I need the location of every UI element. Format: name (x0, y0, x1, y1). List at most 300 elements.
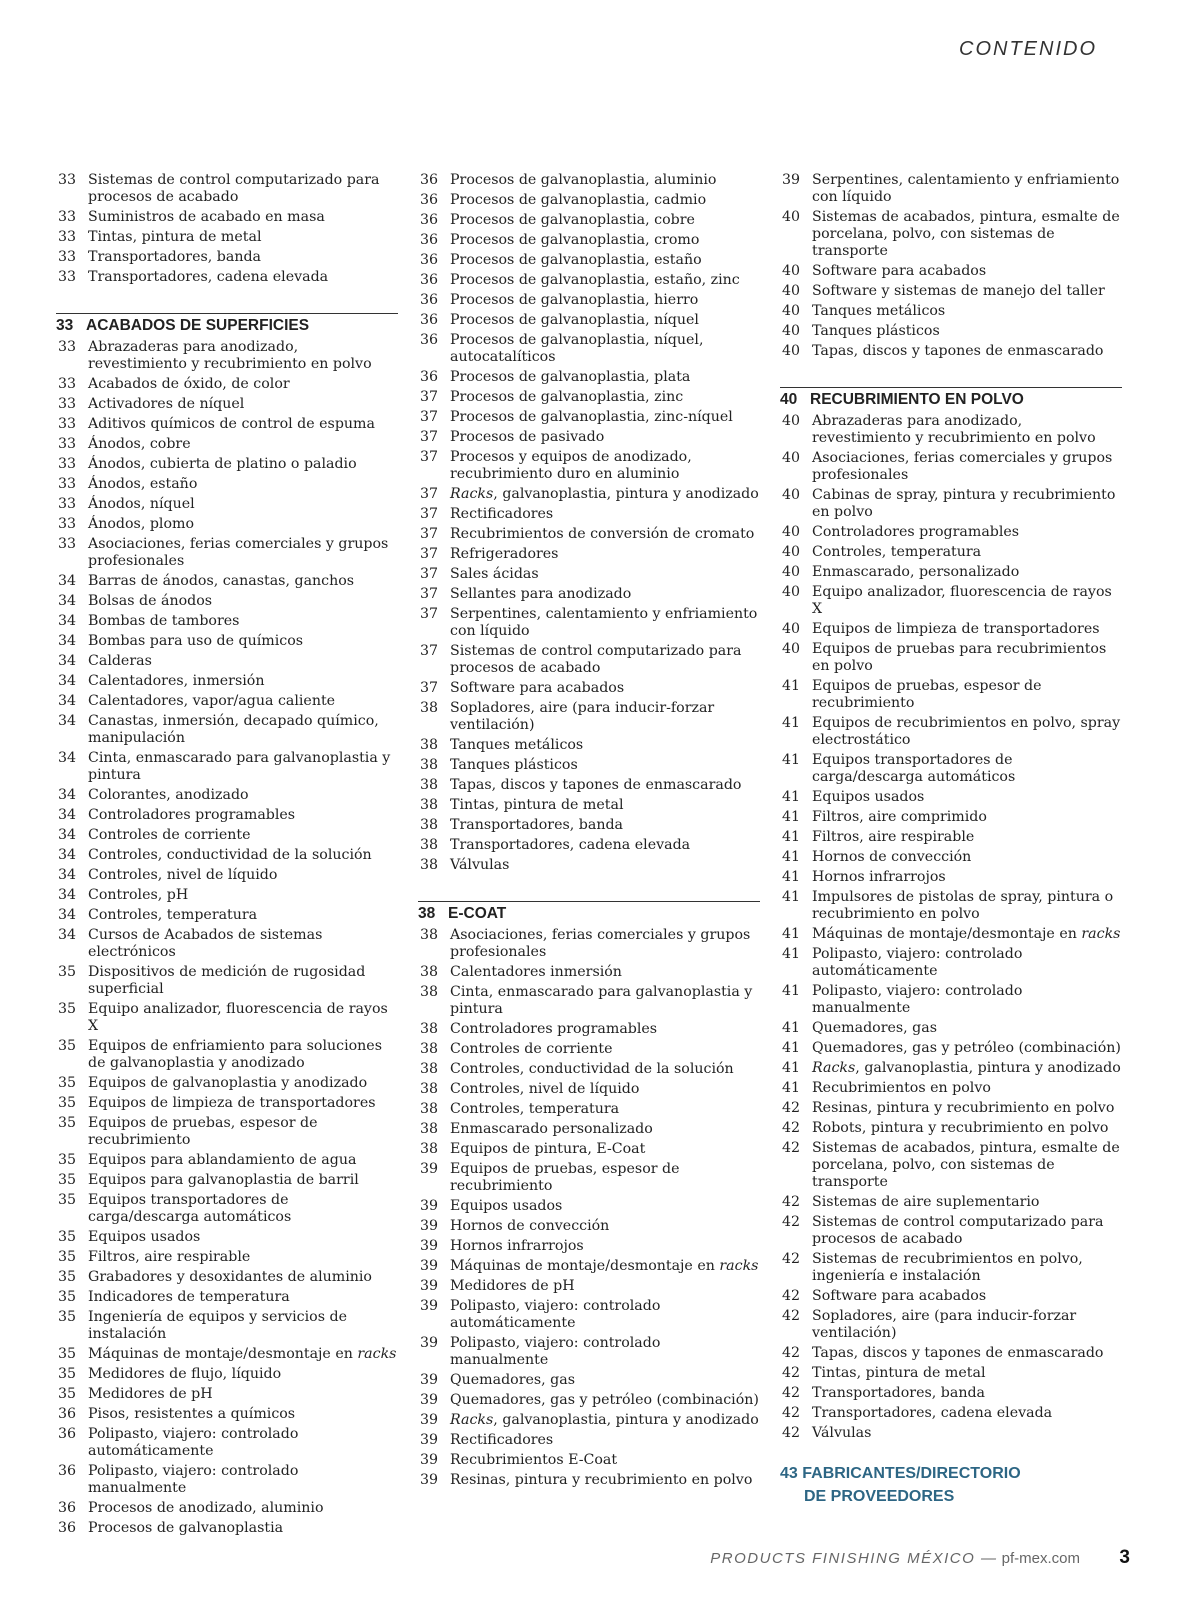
toc-entry[interactable] (782, 172, 1122, 206)
entry-title: Medidores de pH (88, 1386, 213, 1402)
toc-entry[interactable] (58, 1229, 398, 1246)
entry-page-number: 40 (782, 323, 801, 339)
toc-entry[interactable] (420, 984, 760, 1018)
entry-title: Filtros, aire respirable (812, 829, 975, 845)
toc-entry[interactable] (420, 1452, 760, 1469)
toc-entry[interactable] (420, 1101, 760, 1118)
toc-entry[interactable] (782, 789, 1122, 806)
entry-title: Aditivos químicos de control de espuma (88, 416, 375, 432)
toc-entry[interactable] (420, 700, 760, 734)
entry-page-number: 38 (420, 737, 439, 753)
entry-title: Equipos de enfriamiento para soluciones de galvanoplastia y anodizado (88, 1038, 382, 1071)
toc-entry[interactable] (420, 566, 760, 583)
toc-entry[interactable] (782, 209, 1122, 260)
toc-entry[interactable] (782, 1251, 1122, 1285)
entry-title: Polipasto, viajero: controlado manualmente (812, 983, 1023, 1016)
entry-title: Medidores de flujo, líquido (88, 1366, 282, 1382)
entry-page-number: 41 (782, 809, 801, 825)
entry-page-number: 34 (58, 887, 77, 903)
toc-entry[interactable] (782, 809, 1122, 826)
toc-entry[interactable] (58, 653, 398, 670)
toc-entry[interactable] (782, 829, 1122, 846)
entry-page-number: 39 (782, 172, 801, 188)
toc-entry[interactable] (58, 516, 398, 533)
toc-entry[interactable] (420, 212, 760, 229)
entry-page-number: 36 (58, 1520, 77, 1536)
toc-entry[interactable] (58, 1346, 398, 1363)
toc-entry[interactable] (420, 857, 760, 874)
toc-entry[interactable] (58, 1386, 398, 1403)
entry-page-number: 38 (420, 837, 439, 853)
toc-entry[interactable] (782, 303, 1122, 320)
toc-entry[interactable] (58, 1463, 398, 1497)
entry-page-number: 34 (58, 693, 77, 709)
entry-page-number: 35 (58, 1115, 77, 1131)
toc-entry[interactable] (58, 1001, 398, 1035)
toc-entry[interactable] (782, 621, 1122, 638)
entry-title: Transportadores, cadena elevada (812, 1405, 1053, 1421)
toc-entry[interactable] (58, 613, 398, 630)
toc-entry[interactable] (420, 1041, 760, 1058)
entry-page-number: 35 (58, 1038, 77, 1054)
entry-page-number: 40 (782, 584, 801, 600)
toc-entry[interactable] (58, 536, 398, 570)
entry-title: Equipos usados (450, 1198, 563, 1214)
spacer (58, 289, 398, 313)
toc-entry[interactable] (782, 1288, 1122, 1305)
entry-title: Software para acabados (450, 680, 625, 696)
entry-page-number: 38 (420, 700, 439, 716)
entry-page-number: 41 (782, 752, 801, 768)
entry-title: Hornos de convección (450, 1218, 610, 1234)
toc-entry[interactable] (420, 797, 760, 814)
toc-entry[interactable] (782, 1308, 1122, 1342)
toc-entry[interactable] (782, 849, 1122, 866)
entry-title: Tapas, discos y tapones de enmascarado (812, 343, 1104, 359)
entry-title: Calentadores, inmersión (88, 673, 265, 689)
entry-page-number: 40 (782, 209, 801, 225)
entry-title: Controladores programables (450, 1021, 658, 1037)
toc-entry[interactable] (782, 584, 1122, 618)
entry-title: Software y sistemas de manejo del taller (812, 283, 1105, 299)
toc-entry[interactable] (58, 713, 398, 747)
toc-entry[interactable] (420, 409, 760, 426)
section-heading (418, 901, 760, 924)
toc-entry[interactable] (782, 1080, 1122, 1097)
entry-page-number: 42 (782, 1425, 801, 1441)
entry-page-number: 37 (420, 486, 439, 502)
entry-page-number: 35 (58, 1001, 77, 1017)
entry-page-number: 37 (420, 606, 439, 622)
toc-entry[interactable] (420, 1258, 760, 1275)
toc-entry[interactable] (58, 436, 398, 453)
toc-entry[interactable] (58, 673, 398, 690)
entry-page-number: 35 (58, 1249, 77, 1265)
entry-title: Controles, pH (88, 887, 189, 903)
toc-entry[interactable] (782, 715, 1122, 749)
toc-entry[interactable] (782, 283, 1122, 300)
entry-title: Equipos de pruebas, espesor de recubrimiento (450, 1161, 680, 1194)
toc-entry[interactable] (782, 1120, 1122, 1137)
toc-entry[interactable] (782, 1060, 1122, 1077)
toc-entry[interactable] (420, 817, 760, 834)
toc-entry[interactable] (58, 1038, 398, 1072)
entry-title: Tapas, discos y tapones de enmascarado (812, 1345, 1104, 1361)
entry-title: Equipo analizador, fluorescencia de rayos X (812, 584, 1112, 617)
entry-title: Asociaciones, ferias comerciales y grupos profesionales (812, 450, 1113, 483)
toc-entry[interactable] (58, 593, 398, 610)
entry-page-number: 36 (420, 252, 439, 268)
entry-page-number: 41 (782, 678, 801, 694)
entry-title: Equipos de galvanoplastia y anodizado (88, 1075, 368, 1091)
entry-title: Serpentines, calentamiento y enfriamiento con líquido (812, 172, 1120, 205)
entry-page-number: 37 (420, 409, 439, 425)
toc-entry[interactable] (782, 983, 1122, 1017)
toc-entry[interactable] (782, 450, 1122, 484)
toc-entry[interactable] (420, 1372, 760, 1389)
entry-page-number: 36 (420, 332, 439, 348)
toc-entry[interactable] (420, 1335, 760, 1369)
entry-page-number: 36 (420, 172, 439, 188)
toc-entry[interactable] (58, 1289, 398, 1306)
toc-entry[interactable] (58, 476, 398, 493)
toc-entry[interactable] (58, 964, 398, 998)
toc-entry[interactable] (420, 1218, 760, 1235)
footer-site[interactable]: pf-mex.com (1001, 1550, 1080, 1567)
toc-entry[interactable] (420, 486, 760, 503)
toc-entry[interactable] (420, 369, 760, 386)
toc-entry[interactable] (58, 1095, 398, 1112)
toc-entry[interactable] (782, 1405, 1122, 1422)
toc-entry[interactable] (58, 1075, 398, 1092)
entry-title: Bombas de tambores (88, 613, 240, 629)
toc-entry[interactable] (58, 787, 398, 804)
toc-entry[interactable] (58, 1152, 398, 1169)
entry-page-number: 40 (782, 303, 801, 319)
entry-title: Calderas (88, 653, 152, 669)
toc-entry[interactable] (782, 343, 1122, 360)
entry-page-number: 33 (58, 269, 77, 285)
toc-entry[interactable] (420, 272, 760, 289)
entry-title: Quemadores, gas y petróleo (combinación) (812, 1040, 1121, 1056)
entry-title: Válvulas (812, 1425, 872, 1441)
toc-entry[interactable] (420, 1432, 760, 1449)
toc-entry[interactable] (782, 1020, 1122, 1037)
entry-page-number: 40 (782, 413, 801, 429)
toc-entry[interactable] (420, 1298, 760, 1332)
toc-entry[interactable] (420, 252, 760, 269)
toc-entry[interactable] (420, 172, 760, 189)
entry-title: Ánodos, plomo (88, 516, 195, 532)
toc-entry[interactable] (58, 1500, 398, 1517)
entry-page-number: 39 (420, 1335, 439, 1351)
toc-entry[interactable] (782, 1194, 1122, 1211)
toc-entry[interactable] (420, 192, 760, 209)
entry-page-number: 35 (58, 1386, 77, 1402)
entry-page-number: 34 (58, 827, 77, 843)
entry-page-number: 38 (420, 817, 439, 833)
toc-entry[interactable] (420, 586, 760, 603)
entry-page-number: 39 (420, 1432, 439, 1448)
toc-entry[interactable] (420, 1392, 760, 1409)
toc-entry[interactable] (420, 389, 760, 406)
toc-entry[interactable] (782, 524, 1122, 541)
toc-entry[interactable] (782, 413, 1122, 447)
toc-entry[interactable] (420, 429, 760, 446)
toc-entry[interactable] (782, 323, 1122, 340)
entry-page-number: 41 (782, 926, 801, 942)
entry-title: Procesos de galvanoplastia, cobre (450, 212, 695, 228)
entry-page-number: 39 (420, 1258, 439, 1274)
entry-page-number: 34 (58, 927, 77, 943)
toc-entry[interactable] (58, 1115, 398, 1149)
toc-entry[interactable] (58, 172, 398, 206)
toc-entry[interactable] (58, 1426, 398, 1460)
entry-page-number: 38 (420, 964, 439, 980)
entry-title: Quemadores, gas (450, 1372, 575, 1388)
toc-entry[interactable] (782, 263, 1122, 280)
toc-entry[interactable] (420, 1021, 760, 1038)
entry-title: Cinta, enmascarado para galvanoplastia y pintura (450, 984, 753, 1017)
entry-page-number: 40 (782, 641, 801, 657)
toc-entry[interactable] (420, 1198, 760, 1215)
toc-entry[interactable] (782, 1040, 1122, 1057)
entry-title: Procesos de pasivado (450, 429, 605, 445)
toc-entry[interactable] (782, 1100, 1122, 1117)
entry-title: Sistemas de aire suplementario (812, 1194, 1040, 1210)
toc-entry[interactable] (420, 1061, 760, 1078)
entry-title: Sistemas de control computarizado para procesos de acabado (812, 1214, 1104, 1247)
toc-entry[interactable] (58, 496, 398, 513)
toc-entry[interactable] (782, 641, 1122, 675)
toc-entry[interactable] (58, 927, 398, 961)
toc-entry[interactable] (420, 232, 760, 249)
entry-title: Cinta, enmascarado para galvanoplastia y pintura (88, 750, 391, 783)
entry-page-number: 37 (420, 566, 439, 582)
toc-entry[interactable] (420, 680, 760, 697)
section-title: ACABADOS DE SUPERFICIES (86, 317, 310, 334)
toc-entry[interactable] (782, 1385, 1122, 1402)
entry-title: Equipos para galvanoplastia de barril (88, 1172, 359, 1188)
toc-entry[interactable] (420, 757, 760, 774)
entry-title: Hornos infrarrojos (450, 1238, 584, 1254)
entry-page-number: 35 (58, 1152, 77, 1168)
entry-page-number: 41 (782, 1040, 801, 1056)
toc-entry[interactable] (420, 1081, 760, 1098)
toc-entry[interactable] (420, 737, 760, 754)
toc-entry[interactable] (420, 837, 760, 854)
toc-entry[interactable] (420, 546, 760, 563)
entry-page-number: 33 (58, 172, 77, 188)
toc-entry[interactable] (58, 229, 398, 246)
directory-heading[interactable] (780, 1462, 1122, 1508)
toc-entry[interactable] (58, 456, 398, 473)
toc-entry[interactable] (58, 209, 398, 226)
entry-title: Equipos de limpieza de transportadores (812, 621, 1100, 637)
toc-entry[interactable] (782, 544, 1122, 561)
toc-entry[interactable] (58, 396, 398, 413)
directory-heading-line1 (780, 1465, 1021, 1482)
toc-entry[interactable] (58, 1172, 398, 1189)
toc-entry[interactable] (58, 633, 398, 650)
toc-entry[interactable] (58, 249, 398, 266)
entry-title: Racks, galvanoplastia, pintura y anodizado (450, 486, 759, 502)
entry-page-number: 39 (420, 1198, 439, 1214)
entry-title: Controles de corriente (450, 1041, 613, 1057)
entry-title: Controles de corriente (88, 827, 251, 843)
toc-entry[interactable] (420, 1472, 760, 1489)
toc-entry[interactable] (420, 1161, 760, 1195)
entry-page-number: 39 (420, 1298, 439, 1314)
entry-page-number: 41 (782, 869, 801, 885)
directory-heading-line2: DE PROVEEDORES (804, 1488, 955, 1505)
entry-title: Polipasto, viajero: controlado automáticamente (88, 1426, 299, 1459)
toc-entry[interactable] (58, 1366, 398, 1383)
toc-entry[interactable] (58, 693, 398, 710)
entry-title: Transportadores, cadena elevada (88, 269, 329, 285)
entry-title: Enmascarado, personalizado (812, 564, 1020, 580)
toc-entry[interactable] (420, 777, 760, 794)
entry-page-number: 42 (782, 1214, 801, 1230)
toc-entry[interactable] (782, 1214, 1122, 1248)
entry-title: Sopladores, aire (para inducir-forzar ventilación) (450, 700, 715, 733)
toc-entry[interactable] (782, 564, 1122, 581)
toc-entry[interactable] (420, 1238, 760, 1255)
toc-entry[interactable] (420, 1141, 760, 1158)
entry-title: Procesos de galvanoplastia, plata (450, 369, 691, 385)
entry-page-number: 37 (420, 643, 439, 659)
toc-entry[interactable] (58, 750, 398, 784)
toc-entry[interactable] (782, 678, 1122, 712)
entry-title: Sistemas de acabados, pintura, esmalte de porcelana, polvo, con sistemas de transporte (812, 209, 1120, 259)
toc-entry[interactable] (420, 964, 760, 981)
entry-title: Equipos para ablandamiento de agua (88, 1152, 357, 1168)
entry-page-number: 35 (58, 1289, 77, 1305)
entry-page-number: 41 (782, 829, 801, 845)
toc-entry[interactable] (58, 269, 398, 286)
entry-page-number: 38 (420, 1041, 439, 1057)
entry-title: Abrazaderas para anodizado, revestimiento y recubrimiento en polvo (812, 413, 1096, 446)
entry-title: Controles, temperatura (88, 907, 258, 923)
entry-title: Asociaciones, ferias comerciales y grupos profesionales (450, 927, 751, 960)
toc-entry[interactable] (58, 867, 398, 884)
toc-entry[interactable] (58, 376, 398, 393)
entry-page-number: 35 (58, 1309, 77, 1325)
entry-title: Procesos de galvanoplastia, cromo (450, 232, 700, 248)
entry-page-number: 33 (58, 536, 77, 552)
toc-entry[interactable] (58, 1406, 398, 1423)
entry-title: Ánodos, cobre (88, 436, 191, 452)
toc-entry[interactable] (420, 312, 760, 329)
toc-entry[interactable] (782, 1365, 1122, 1382)
toc-entry[interactable] (58, 847, 398, 864)
toc-entry[interactable] (420, 1412, 760, 1429)
toc-entry[interactable] (58, 907, 398, 924)
entry-title: Bolsas de ánodos (88, 593, 213, 609)
entry-page-number: 34 (58, 593, 77, 609)
entry-page-number: 35 (58, 964, 77, 980)
entry-title: Controles, conductividad de la solución (88, 847, 372, 863)
entry-page-number: 38 (420, 857, 439, 873)
toc-entry[interactable] (58, 416, 398, 433)
toc-entry[interactable] (420, 606, 760, 640)
toc-entry[interactable] (782, 1345, 1122, 1362)
toc-entry[interactable] (782, 487, 1122, 521)
entry-title: Máquinas de montaje/desmontaje en racks (812, 926, 1121, 942)
entry-page-number: 39 (420, 1392, 439, 1408)
entry-title: Sistemas de control computarizado para procesos de acabado (88, 172, 380, 205)
entry-title: Ánodos, cubierta de platino o paladio (88, 456, 357, 472)
toc-entry[interactable] (58, 339, 398, 373)
toc-entry[interactable] (58, 1309, 398, 1343)
section-page-number: 33 (56, 317, 74, 334)
toc-entry[interactable] (58, 1249, 398, 1266)
toc-entry[interactable] (420, 292, 760, 309)
toc-entry[interactable] (58, 1520, 398, 1537)
entry-page-number: 34 (58, 573, 77, 589)
entry-title: Sellantes para anodizado (450, 586, 632, 602)
toc-entry[interactable] (420, 1121, 760, 1138)
toc-entry[interactable] (782, 926, 1122, 943)
entry-title: Tanques metálicos (812, 303, 946, 319)
entry-title: Equipos de recubrimientos en polvo, spray electrostático (812, 715, 1121, 748)
toc-entry[interactable] (782, 1425, 1122, 1442)
toc-entry[interactable] (782, 869, 1122, 886)
entry-page-number: 35 (58, 1172, 77, 1188)
entry-title: Transportadores, banda (88, 249, 262, 265)
toc-entry[interactable] (420, 927, 760, 961)
entry-title: Racks, galvanoplastia, pintura y anodizado (450, 1412, 759, 1428)
toc-entry[interactable] (58, 807, 398, 824)
entry-page-number: 41 (782, 1060, 801, 1076)
toc-column-2 (420, 172, 760, 1492)
entry-page-number: 33 (58, 376, 77, 392)
toc-entry[interactable] (58, 1269, 398, 1286)
toc-entry[interactable] (58, 573, 398, 590)
toc-entry[interactable] (782, 752, 1122, 786)
toc-entry[interactable] (420, 643, 760, 677)
entry-title: Abrazaderas para anodizado, revestimiento y recubrimiento en polvo (88, 339, 372, 372)
entry-page-number: 33 (58, 229, 77, 245)
entry-page-number: 35 (58, 1269, 77, 1285)
entry-title: Software para acabados (812, 1288, 987, 1304)
entry-title: Quemadores, gas (812, 1020, 937, 1036)
entry-page-number: 38 (420, 1081, 439, 1097)
entry-title: Controladores programables (812, 524, 1020, 540)
toc-entry[interactable] (782, 889, 1122, 923)
spacer (782, 363, 1122, 387)
toc-entry[interactable] (420, 449, 760, 483)
toc-entry[interactable] (420, 526, 760, 543)
toc-entry[interactable] (420, 332, 760, 366)
entry-page-number: 33 (58, 476, 77, 492)
entry-title: Transportadores, cadena elevada (450, 837, 691, 853)
entry-page-number: 40 (782, 283, 801, 299)
entry-page-number: 37 (420, 526, 439, 542)
entry-title: Equipos de pruebas, espesor de recubrimiento (812, 678, 1042, 711)
entry-page-number: 37 (420, 506, 439, 522)
toc-entry[interactable] (782, 1140, 1122, 1191)
toc-entry[interactable] (58, 887, 398, 904)
toc-entry[interactable] (782, 946, 1122, 980)
toc-entry[interactable] (58, 1192, 398, 1226)
toc-entry[interactable] (420, 506, 760, 523)
entry-title: Válvulas (450, 857, 510, 873)
toc-entry[interactable] (420, 1278, 760, 1295)
toc-entry[interactable] (58, 827, 398, 844)
entry-title: Equipos de pruebas para recubrimientos en polvo (812, 641, 1107, 674)
footer-publication: PRODUCTS FINISHING MÉXICO — (710, 1550, 998, 1567)
